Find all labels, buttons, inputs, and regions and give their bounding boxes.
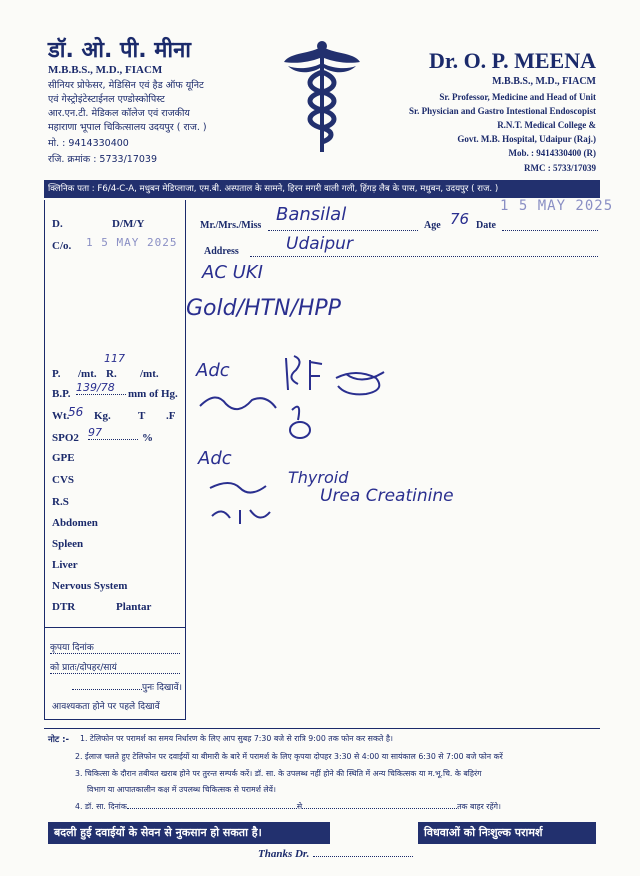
temp-unit: .F bbox=[166, 410, 176, 422]
left-panel-divider bbox=[44, 627, 186, 628]
temp-label: T bbox=[138, 410, 146, 422]
co-handwritten: AC UKI bbox=[202, 262, 263, 283]
wt-label: Wt. bbox=[52, 410, 70, 422]
patient-name-value: Bansilal bbox=[276, 204, 347, 225]
header-left-line1: सीनियर प्रोफेसर, मेडिसिन एवं हैड ऑफ यूनिट bbox=[48, 80, 204, 91]
degree-right: M.B.B.S., M.D., FIACM bbox=[492, 76, 596, 87]
followup-note: आवश्यकता होने पर पहले दिखावें bbox=[52, 702, 160, 712]
d-label: D. bbox=[52, 218, 63, 230]
age-value: 76 bbox=[450, 210, 470, 228]
date-stamp-left: 1 5 MAY 2025 bbox=[86, 236, 178, 249]
widow-consult-banner bbox=[418, 822, 596, 844]
thyroid-note: Thyroid bbox=[288, 468, 349, 487]
medication-scribble bbox=[186, 350, 406, 440]
followup-again: पुनः दिखावें। bbox=[50, 680, 182, 693]
adc-note-1: Adc bbox=[196, 360, 230, 381]
header-right-rmc: RMC : 5733/17039 bbox=[524, 163, 596, 173]
followup-date: कृपया दिनांक bbox=[50, 640, 180, 654]
dmy-label: D/M/Y bbox=[112, 218, 145, 230]
resp-label: R. bbox=[106, 368, 117, 380]
spo2-value: 97 bbox=[88, 426, 138, 440]
pulse-value: 117 bbox=[104, 352, 125, 365]
header-right-line4: Govt. M.B. Hospital, Udaipur (Raj.) bbox=[457, 134, 596, 144]
bp-unit: mm of Hg. bbox=[128, 388, 178, 400]
header-right-line2: Sr. Physician and Gastro Intestional Endoscopist bbox=[408, 106, 596, 116]
address-value: Udaipur bbox=[286, 234, 353, 254]
urea-creatinine-note: Urea Creatinine bbox=[320, 486, 454, 506]
warning-banner bbox=[48, 822, 330, 844]
wt-value: 56 bbox=[68, 405, 84, 419]
header-right-line3: R.N.T. Medical College & bbox=[497, 120, 596, 130]
header-left-line4: महाराणा भूपाल चिकित्सालय उदयपुर ( राज. ) bbox=[48, 122, 207, 133]
note-3a: 3. चिकित्सा के दौरान तबीयत खराब होने पर तुरन्त सम्पर्क करें। डॉ. सा. के उपलब्ध नहीं होने की स्थिति में अन्य चिकित्सक या म.भू.चि. के बहिरंग bbox=[75, 769, 482, 778]
header-right-line1: Sr. Professor, Medicine and Head of Unit bbox=[439, 92, 596, 102]
exam-gpe: GPE bbox=[52, 452, 75, 464]
co-label: C/o. bbox=[52, 240, 72, 252]
followup-time: को प्रातः/दोपहर/सायं bbox=[50, 660, 180, 674]
exam-abdomen: Abdomen bbox=[52, 517, 98, 529]
wt-unit: Kg. bbox=[94, 410, 111, 422]
exam-cvs: CVS bbox=[52, 474, 75, 486]
date-line bbox=[502, 230, 598, 231]
widow-consult-text: विधवाओं को निःशुल्क परामर्श bbox=[424, 826, 543, 839]
plantar-label: Plantar bbox=[116, 601, 152, 613]
warning-text: बदली हुई दवाईयों के सेवन से नुकसान हो सकता है। bbox=[54, 826, 262, 839]
spo2-label: SPO2 bbox=[52, 432, 79, 444]
pulse-label: P. bbox=[52, 368, 61, 380]
note-3b: विभाग या आपातकालीन कक्ष में उपलब्ध चिकित्सक से परामर्श लेवें। bbox=[87, 785, 276, 794]
history-handwritten: Gold/HTN/HPP bbox=[186, 296, 341, 321]
header-left-line2: एवं गेस्ट्रोइंटेस्टाईनल एण्डोस्कोपिस्ट bbox=[48, 94, 165, 105]
exam-liver: Liver bbox=[52, 559, 78, 571]
resp-unit: /mt. bbox=[140, 368, 159, 380]
notes-top-rule bbox=[44, 728, 600, 729]
doctor-name-hindi: डॉ. ओ. पी. मीना bbox=[48, 38, 191, 63]
test-scribble bbox=[200, 470, 320, 530]
exam-spleen: Spleen bbox=[52, 538, 84, 550]
dtr-label: DTR bbox=[52, 601, 76, 613]
patient-name-label: Mr./Mrs./Miss bbox=[200, 220, 262, 231]
header-left-line3: आर.एन.टी. मेडिकल कॉलेज एवं राजकीय bbox=[48, 108, 190, 119]
header-left-mobile: मो. : 9414330400 bbox=[48, 138, 129, 149]
note-2: 2. ईलाज चलते हुए टेलिफोन पर दवाईयों या बीमारी के बारे में परामर्श के लिए कृपया दोपहर 3:30 से 4:00 या सायंकाल 6:30 से 7:00 बजे फोन करें bbox=[75, 752, 503, 761]
caduceus-icon bbox=[282, 38, 362, 158]
address-label: Address bbox=[204, 246, 239, 257]
spo2-unit: % bbox=[142, 432, 153, 444]
date-label: Date bbox=[476, 220, 496, 231]
clinic-address: क्लिनिक पता : F6/4-C-A, मधुबन मेडिप्लाजा, एम.बी. अस्पताल के सामने, हिरन मगरी वाली गली, हिंगड़ लैब के पास, मधुबन, उदयपुर ( राज. ) bbox=[48, 184, 499, 194]
header-right-mobile: Mob. : 9414330400 (R) bbox=[508, 148, 596, 158]
bp-label: B.P. bbox=[52, 388, 71, 400]
clinic-address-banner bbox=[44, 180, 600, 198]
note-1: 1. टेलिफोन पर परामर्श का समय निर्धारण के लिए आप सुबह 7:30 बजे से रात्रि 9:00 तक फोन कर सकते है। bbox=[80, 734, 393, 743]
note-4: 4. डॉ. सा. दिनांक से तक बाहर रहेंगे। bbox=[75, 802, 501, 811]
adc-note-2: Adc bbox=[198, 448, 232, 469]
patient-name-line bbox=[268, 230, 418, 231]
degree-left: M.B.B.S., M.D., FIACM bbox=[48, 64, 163, 76]
notes-label: नोट :- bbox=[48, 735, 70, 745]
thanks-line: Thanks Dr. bbox=[258, 848, 413, 860]
age-label: Age bbox=[424, 220, 441, 231]
doctor-name-english: Dr. O. P. MEENA bbox=[428, 48, 596, 73]
exam-nervous-system: Nervous System bbox=[52, 580, 128, 592]
bp-value: 139/78 bbox=[76, 381, 126, 395]
header-left-reg: रजि. क्रमांक : 5733/17039 bbox=[48, 154, 158, 165]
date-stamp-top: 1 5 MAY 2025 bbox=[500, 198, 614, 214]
exam-rs: R.S bbox=[52, 496, 69, 508]
address-line bbox=[250, 256, 598, 257]
pulse-unit: /mt. bbox=[78, 368, 97, 380]
